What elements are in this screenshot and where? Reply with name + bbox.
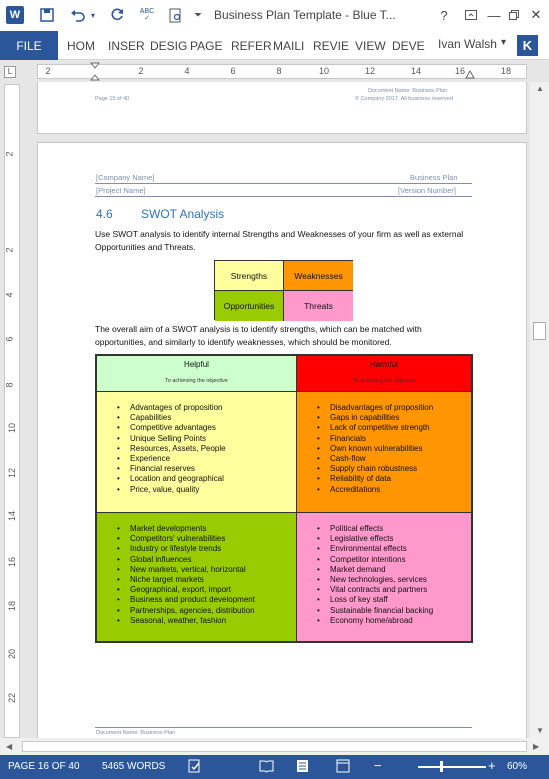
list-item: • Own known vulnerabilities [317,444,433,454]
horizontal-ruler-row [0,61,549,82]
list-item: • Advantages of proposition [117,403,226,413]
tab-insert[interactable]: INSER [108,38,145,53]
ruler-tick: 10 [7,422,18,434]
ruler-tick: 12 [364,66,376,76]
ribbon-tabs [0,31,549,60]
list-item: • Lack of competitive strength [317,423,433,433]
redo-icon[interactable] [108,6,126,24]
list-item: • Financial reserves [117,464,226,474]
save-icon[interactable] [38,6,56,24]
list-item: • Accreditations [317,485,433,495]
section-heading: SWOT Analysis [141,207,225,221]
restore-icon[interactable] [503,4,525,26]
tab-file[interactable]: FILE [0,31,58,60]
header-company: [Company Name] [96,173,155,182]
list-item: • Resources, Assets, People [117,444,226,454]
ruler-tick: 2 [4,247,15,253]
title-bar [0,0,549,31]
ruler-tick: 14 [410,66,422,76]
list-item: • New technologies, services [317,575,433,585]
list-item: • Market developments [117,524,255,534]
list-item: • Industry or lifestyle trends [117,544,255,554]
list-item: • Disadvantages of proposition [317,403,433,413]
tab-selector-icon[interactable]: L [4,66,16,78]
list-item: • Partnerships, agencies, distribution [117,606,255,616]
harmful-subtitle: To achieving the objective [352,378,416,384]
opportunities-list [117,524,255,626]
helpful-header [96,355,297,392]
list-item: • New markets, vertical, horizontal [117,565,255,575]
customize-qat-icon[interactable]: ⏷ [194,9,202,21]
print-layout-icon[interactable] [296,759,309,776]
aim-paragraph: The overall aim of a SWOT analysis is to identify strengths, which can be matched with opportunities, and similarly to identify weaknesses, which should be monitored. [95,324,422,347]
list-item: • Vital contracts and partners [317,585,433,595]
strengths-cell [96,391,297,513]
list-item: • Sustainable financial backing [317,606,433,616]
ruler-tick: 2 [4,151,15,157]
list-item: • Competitor intentions [317,555,433,565]
status-bar [0,755,549,779]
helpful-title: Helpful [184,360,209,369]
ruler-tick: 18 [7,600,18,612]
header-divider [95,183,472,184]
document-title: Business Plan Template - Blue T... [214,8,396,22]
word-icon[interactable]: W [6,6,24,24]
weaknesses-list [317,403,433,495]
list-item: • Loss of key staff [317,595,433,605]
list-item: • Geographical, export, import [117,585,255,595]
mini-threats: Threats [284,291,353,321]
undo-dropdown-icon[interactable]: ▾ [90,10,95,20]
tab-design[interactable]: DESIG [150,38,188,53]
list-item: • Market demand [317,565,433,575]
list-item: • Gaps in capabilities [317,413,433,423]
zoom-out-icon[interactable]: − [374,758,382,773]
ruler-tick: 8 [4,382,15,388]
right-indent-marker-icon[interactable] [465,70,475,80]
help-icon[interactable]: ? [440,7,448,23]
indent-marker-icon[interactable] [90,62,100,82]
helpful-subtitle: To achieving the objective [165,378,228,384]
ruler-tick: 18 [500,66,512,76]
prev-page-number: Page 15 of 40 [95,96,130,102]
zoom-slider-handle[interactable] [440,761,443,772]
list-item: • Cash-flow [317,454,433,464]
list-item: • Legislative effects [317,534,433,544]
horizontal-scrollbar-thumb[interactable] [22,741,527,752]
header-project: [Project Name] [96,186,146,195]
footer-divider [95,727,472,728]
list-item: • Niche target markets [117,575,255,585]
ruler-tick: 12 [7,467,18,479]
vertical-scrollbar[interactable] [530,82,549,738]
list-item: • Seasonal, weather, fashion [117,616,255,626]
ruler-tick: 10 [318,66,330,76]
close-icon[interactable]: ✕ [530,7,542,22]
chevron-down-icon[interactable]: ▾ [501,37,507,48]
list-item: • Business and product development [117,595,255,605]
ruler-tick: 8 [276,66,282,76]
scroll-right-icon[interactable]: ▶ [533,742,540,751]
zoom-in-icon[interactable]: + [488,758,496,773]
swot-summary-grid [214,260,353,320]
threats-cell [296,512,472,642]
prev-page-doc-name: Document Name: Business Plan [368,88,448,94]
previous-page [37,82,527,134]
ruler-tick: 22 [7,692,18,704]
ruler-tick: 6 [230,66,236,76]
document-page[interactable] [37,142,527,738]
ruler-tick: 6 [4,336,15,342]
ruler-tick: 20 [7,648,18,660]
horizontal-scrollbar[interactable] [0,738,549,755]
vertical-ruler[interactable] [4,84,20,738]
spelling-icon[interactable]: ABC ✓ [139,8,155,22]
list-item: • Unique Selling Points [117,434,226,444]
header-doc-title: Business Plan [410,173,458,182]
tab-references[interactable]: REFER [231,38,272,53]
tab-mailings[interactable]: MAILI [273,38,305,53]
print-preview-icon[interactable] [166,6,184,24]
ribbon-display-icon[interactable] [460,4,482,26]
zoom-level[interactable]: 60% [507,761,528,772]
list-item: • Experience [117,454,226,464]
tab-home[interactable]: HOM [67,38,95,53]
ruler-tick: 4 [4,292,15,298]
tab-view[interactable]: VIEW [355,38,386,53]
threats-list [317,524,433,626]
list-item: • Political effects [317,524,433,534]
scroll-up-icon[interactable]: ▲ [536,84,544,93]
header-version: [Version Number] [398,186,456,195]
zoom-slider[interactable] [418,766,486,768]
prev-page-copyright: © Company 2017. All business reserved [355,96,453,102]
list-item: • Capabilities [117,413,226,423]
scrollbar-thumb[interactable] [533,322,546,340]
header-divider [95,196,472,197]
list-item: • Location and geographical [117,474,226,484]
proofing-icon[interactable] [188,759,202,776]
minimize-icon[interactable]: — [487,7,501,23]
mini-strengths: Strengths [215,261,284,291]
section-number: 4.6 [96,207,113,221]
tab-developer[interactable]: DEVE [392,38,425,53]
word-count[interactable]: 5465 WORDS [102,761,166,772]
ruler-tick: 16 [454,66,466,76]
ruler-tick: 4 [184,66,190,76]
list-item: • Financials [317,434,433,444]
list-item: • Competitors' vulnerabilities [117,534,255,544]
intro-paragraph: Use SWOT analysis to identify internal Strengths and Weaknesses of your firm as well as external Opportunities and Threats. [95,229,464,252]
list-item: • Supply chain robustness [317,464,433,474]
avatar[interactable]: K [517,35,538,56]
tab-page-layout[interactable]: PAGE [190,38,223,53]
list-item: • Global influences [117,555,255,565]
horizontal-ruler[interactable] [37,64,527,79]
page-count[interactable]: PAGE 16 OF 40 [8,761,80,772]
footer-doc-name: Document Name: Business Plan [96,730,176,736]
harmful-header [296,355,472,392]
weaknesses-cell [296,391,472,513]
undo-icon[interactable] [68,6,86,24]
ruler-tick: 2 [138,66,144,76]
list-item: • Environmental effects [317,544,433,554]
scroll-left-icon[interactable]: ◀ [6,742,13,751]
mini-opportunities: Opportunities [215,291,284,321]
ruler-tick: 2 [45,66,51,76]
tab-review[interactable]: REVIE [313,38,350,53]
list-item: • Competitive advantages [117,423,226,433]
ruler-tick: 14 [7,510,18,522]
ruler-tick: 16 [7,556,18,568]
scroll-down-icon[interactable]: ▼ [536,726,544,735]
read-mode-icon[interactable] [259,759,274,776]
list-item: • Price, value, quality [117,485,226,495]
swot-table [95,354,473,643]
web-layout-icon[interactable] [336,759,350,776]
user-name[interactable]: Ivan Walsh [438,37,497,51]
list-item: • Economy home/abroad [317,616,433,626]
strengths-list [117,403,226,495]
mini-weaknesses: Weaknesses [284,261,353,291]
opportunities-cell [96,512,297,642]
list-item: • Reliability of data [317,474,433,484]
harmful-title: Harmful [369,360,398,369]
